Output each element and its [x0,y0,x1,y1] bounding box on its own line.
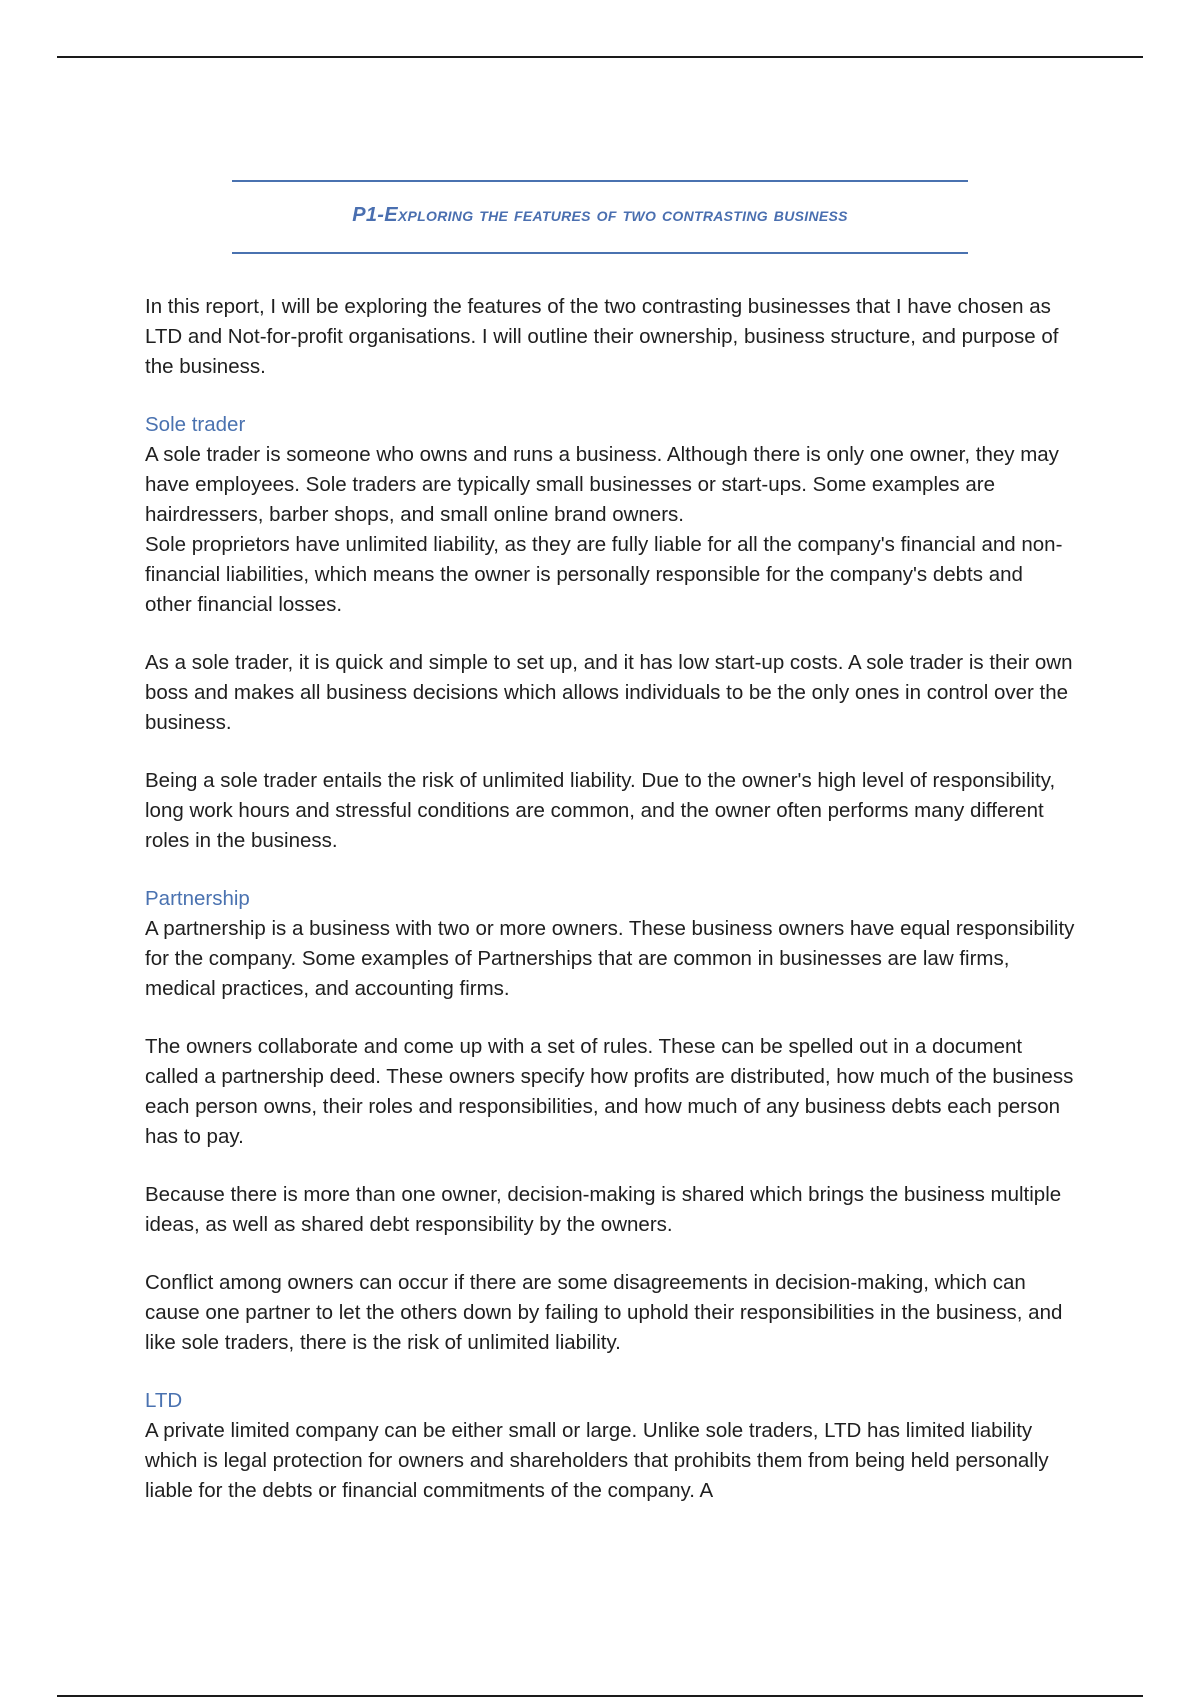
title-block [232,180,968,254]
title-upper-rule [232,180,968,182]
partnership-paragraph-3: Because there is more than one owner, decision-making is shared which brings the business multiple ideas, as well as shared debt responsibility by the owners. [145,1183,1062,1236]
partnership-paragraph-2: The owners collaborate and come up with a set of rules. These can be spelled out in a document called a partnership deed. These owners specify how profits are distributed, how much of the business each person owns, their roles and responsibilities, and how much of any business debts each person has to pay. [145,1035,1074,1148]
sole-trader-paragraph-2: Sole proprietors have unlimited liability, as they are fully liable for all the company's financial and non-financial liabilities, which means the owner is personally responsible for the company's debts and other financial losses. [145,533,1063,616]
heading-partnership: Partnership [145,887,250,910]
sole-trader-paragraph-4: Being a sole trader entails the risk of unlimited liability. Due to the owner's high level of responsibility, long work hours and stressful conditions are common, and the owner often performs many different roles in the business. [145,769,1056,852]
heading-sole-trader: Sole trader [145,413,246,436]
heading-ltd: LTD [145,1389,183,1412]
sole-trader-paragraph-3: As a sole trader, it is quick and simple to set up, and it has low start-up costs. A sole trader is their own boss and makes all business decisions which allows individuals to be the only ones in control over the business. [145,651,1073,734]
page-top-rule [57,56,1143,58]
document-title: P1-Exploring the features of two contrasting business [352,204,848,226]
partnership-paragraph-4: Conflict among owners can occur if there are some disagreements in decision-making, which can cause one partner to let the others down by failing to uphold their responsibilities in the business, and like sole traders, there is the risk of unlimited liability. [145,1271,1063,1354]
ltd-paragraph-1: A private limited company can be either small or large. Unlike sole traders, LTD has limited liability which is legal protection for owners and shareholders that prohibits them from being held personally liable for the debts or financial commitments of the company. A [145,1419,1049,1502]
document-body [145,292,1075,1534]
page-bottom-rule [57,1695,1143,1697]
title-lower-rule [232,252,968,254]
partnership-paragraph-1: A partnership is a business with two or more owners. These business owners have equal responsibility for the company. Some examples of Partnerships that are common in businesses are law firms, medical practices, and accounting firms. [145,917,1075,1000]
sole-trader-paragraph-1: A sole trader is someone who owns and runs a business. Although there is only one owner, they may have employees. Sole traders are typically small businesses or start-ups. Some examples are hairdressers, barber shops, and small online brand owners. [145,443,1059,526]
intro-paragraph: In this report, I will be exploring the features of the two contrasting businesses that I have chosen as LTD and Not-for-profit organisations. I will outline their ownership, business structure, and purpose of the business. [145,295,1059,378]
